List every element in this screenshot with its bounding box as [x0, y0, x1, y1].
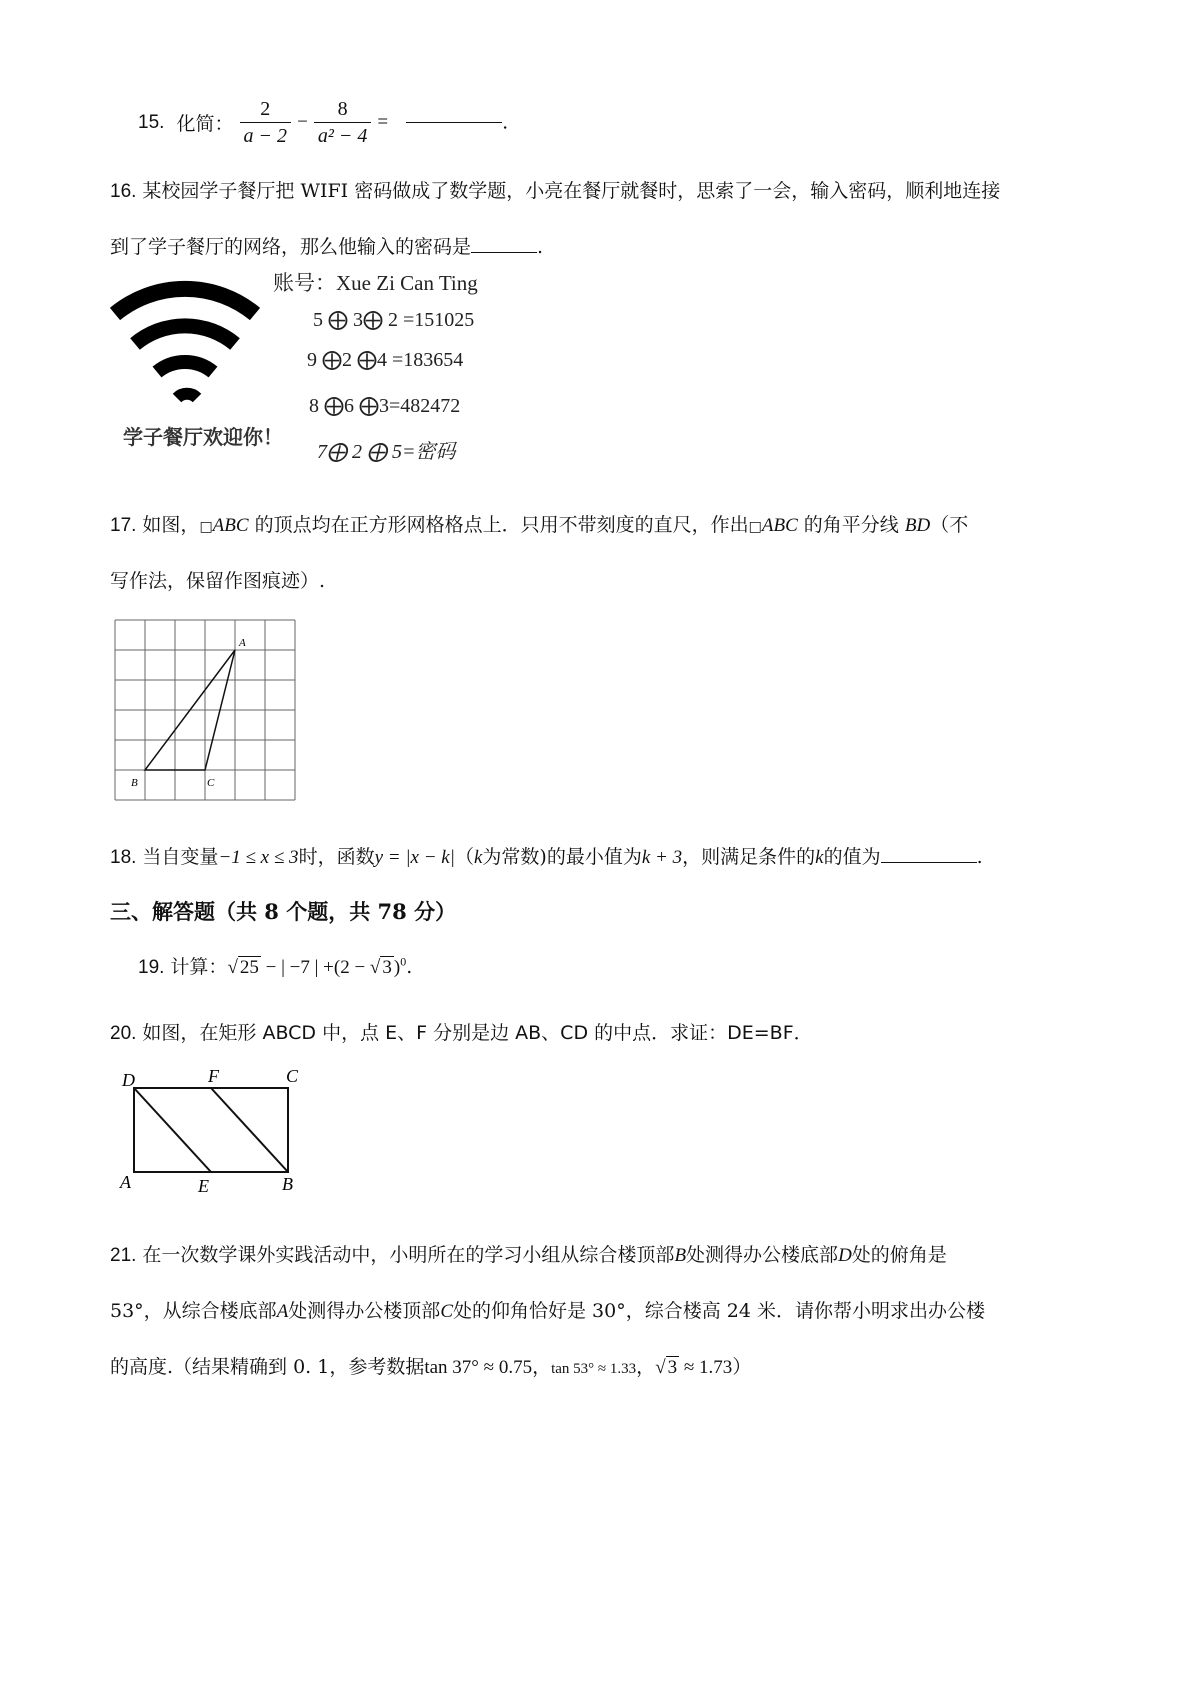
q17-grid-figure: [113, 618, 303, 803]
q15-fraction-2: $\frac{8}{\text{a² − 4}}$: [314, 96, 372, 149]
q16-line1: 16. 某校园学子餐厅把 WIFI 密码做成了数学题，小亮在餐厅就餐时，思索了一会，输入密码，顺利地连接: [110, 180, 1001, 202]
q18-answer-blank: [881, 862, 977, 863]
q16-line2: 到了学子餐厅的网络，那么他输入的密码是 .: [110, 236, 544, 258]
q21-line1: 21. 在一次数学课外实践活动中，小明所在的学习小组从综合楼顶部B处测得办公楼底部D处的俯角是: [110, 1244, 947, 1266]
q19: 19. 计算：√ 25 − | −7 | +(2 − √ 3 )$^0$.: [138, 954, 413, 978]
wifi-row-2: 9 ⨁2 ⨁4 =183654: [307, 349, 464, 371]
segment-de: [134, 1088, 211, 1172]
label-a: A: [239, 637, 246, 649]
label-e: E: [198, 1176, 209, 1196]
q18: 18. 当自变量−1 ≤ x ≤ 3时，函数y = |x − k|（k为常数)的最小值为k + 3，则满足条件的k的值为 .: [110, 846, 983, 868]
q20-number: 20.: [110, 1023, 137, 1044]
q20: 20. 如图，在矩形 ABCD 中，点 E、F 分别是边 AB、CD 的中点．求证：DE=BF．: [110, 1022, 813, 1044]
label-a: A: [120, 1172, 131, 1192]
q17-number: 17.: [110, 515, 137, 536]
wifi-row-1: 5 ⨁ 3⨁ 2 =151025: [313, 309, 475, 331]
section-3-title: 三、解答题（共 8 个题，共 78 分）: [110, 899, 457, 924]
wifi-icon: [115, 289, 255, 398]
q15-fraction-1: $\frac{2}{a - 2}$: [240, 96, 292, 149]
label-f: F: [208, 1066, 219, 1086]
q15-number: 15.: [138, 111, 165, 133]
q16-answer-blank: [471, 252, 537, 253]
label-d: D: [122, 1070, 135, 1090]
wifi-row-4: 7⨁ 2 ⨁ 5=密码: [317, 441, 456, 463]
wifi-row-3: 8 ⨁6 ⨁3=482472: [309, 395, 461, 417]
label-c: C: [286, 1066, 299, 1086]
q21-line3: 的高度.（结果精确到 0. 1，参考数据tan 37° ≈ 0.75，tan 53° ≈ 1.33，√ 3 ≈ 1.73）: [110, 1356, 752, 1378]
label-b: B: [131, 777, 138, 789]
q15-answer-blank: [406, 122, 502, 123]
wifi-welcome-text: 学子餐厅欢迎你！: [123, 425, 283, 449]
q17-line2: 写作法，保留作图痕迹）.: [110, 570, 326, 592]
q15: 15. 化简： $\frac{2}{a - 2}$ − $\frac{8}{\text{a² − 4}}$ = .: [138, 98, 509, 147]
q17-triangle-symbol: □: [199, 519, 213, 535]
q21-number: 21.: [110, 1245, 137, 1266]
label-c: C: [207, 777, 215, 789]
rectangle-abcd: [134, 1088, 288, 1172]
wifi-password-figure: [105, 268, 525, 468]
q19-number: 19.: [138, 957, 165, 978]
q15-text: 化简：: [176, 113, 234, 135]
wifi-account: 账号：Xue Zi Can Ting: [273, 271, 478, 295]
q16-number: 16.: [110, 181, 137, 202]
q18-number: 18.: [110, 847, 137, 868]
q21-line2: 53°，从综合楼底部A处测得办公楼顶部C处的仰角恰好是 30°，综合楼高 24 米．请你帮小明求出办公楼: [110, 1300, 985, 1322]
q20-rectangle-figure: [112, 1066, 332, 1196]
q17-line1: 17. 如图，□ABC 的顶点均在正方形网格格点上．只用不带刻度的直尺，作出□ABC 的角平分线 BD（不: [110, 514, 969, 536]
q19-expression: √ 25 − | −7 | +(2 − √ 3 )$^0$: [227, 954, 407, 978]
label-b: B: [282, 1174, 293, 1194]
segment-bf: [211, 1088, 288, 1172]
